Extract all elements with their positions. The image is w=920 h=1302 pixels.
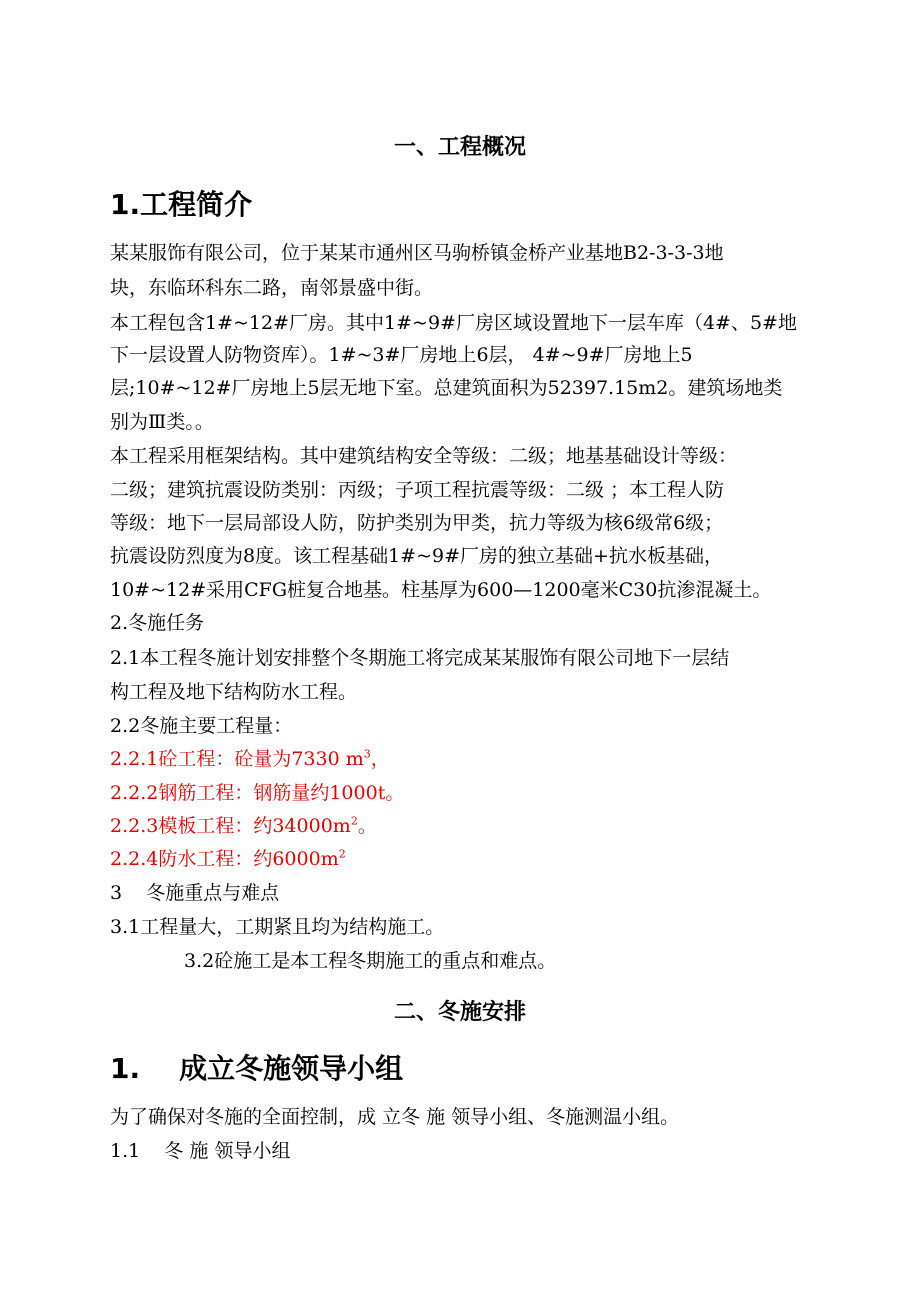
quantity-waterproofing [110,847,346,870]
quantity-formwork [110,814,377,837]
heading-leadership-group: 1. 成立冬施领导小组 [110,1052,404,1085]
paragraph-line: 等级：地下一层局部设人防，防护类别为甲类，抗力等级为核6级常6级； [110,512,724,534]
heading-leadership-subgroup: 1.1 冬 施 领导小组 [110,1140,291,1162]
paragraph-line: 2.1本工程冬施计划安排整个冬期施工将完成某某服饰有限公司地下一层结 [110,647,730,669]
unit-superscript: 2 [350,814,358,828]
section-title-overview: 一、工程概况 [393,135,526,160]
quantity-formwork-tail: 。 [357,815,377,837]
quantity-concrete [110,747,390,770]
paragraph-line: 3.2砼施工是本工程冬期施工的重点和难点。 [184,950,557,972]
paragraph-line: 别为Ⅲ类。。 [110,411,214,433]
paragraph-line: 二级；建筑抗震设防类别：丙级；子项工程抗震等级：二级 ；本工程人防 [110,479,725,501]
paragraph-line: 构工程及地下结构防水工程。 [110,681,358,703]
unit-superscript: 3 [363,747,371,761]
quantity-rebar: 2.2.2钢筋工程：钢筋量约1000t。 [110,782,405,804]
paragraph-line: 层;10#~12#厂房地上5层无地下室。总建筑面积为52397.15m2。建筑场地类 [110,377,783,399]
quantity-formwork-text: 2.2.3模板工程：约34000m [110,815,351,837]
paragraph-line: 本工程包含1#~12#厂房。其中1#~9#厂房区域设置地下一层车库（4#、5#地 [110,312,797,334]
section-title-arrangement: 二、冬施安排 [393,1000,526,1025]
paragraph-line: 本工程采用框架结构。其中建筑结构安全等级：二级；地基基础设计等级： [110,445,738,467]
quantity-concrete-text: 2.2.1砼工程：砼量为7330 m [110,748,364,770]
paragraph-line: 为了确保对冬施的全面控制，成 立冬 施 领导小组、冬施测温小组。 [110,1106,680,1128]
heading-key-difficulties: 3 冬施重点与难点 [110,882,280,904]
heading-project-intro: 1.工程简介 [110,188,253,221]
paragraph-line: 抗震设防烈度为8度。该工程基础1#~9#厂房的独立基础+抗水板基础， [110,545,723,567]
heading-winter-quantities: 2.2冬施主要工程量： [110,715,293,737]
unit-superscript: 2 [338,847,346,861]
quantity-concrete-tail: ， [370,748,390,770]
paragraph-line: 某某服饰有限公司，位于某某市通州区马驹桥镇金桥产业基地B2-3-3-3地 [110,242,724,264]
quantity-waterproofing-text: 2.2.4防水工程：约6000m [110,848,339,870]
paragraph-line: 块，东临环科东二路，南邻景盛中街。 [110,277,434,299]
paragraph-line: 3.1工程量大，工期紧且均为结构施工。 [110,916,445,938]
paragraph-line: 10#~12#采用CFG桩复合地基。柱基厚为600—1200毫米C30抗渗混凝土。 [110,579,772,601]
paragraph-line: 下一层设置人防物资库）。1#~3#厂房地上6层， 4#~9#厂房地上5 [110,344,693,366]
heading-winter-task: 2.冬施任务 [110,612,205,634]
